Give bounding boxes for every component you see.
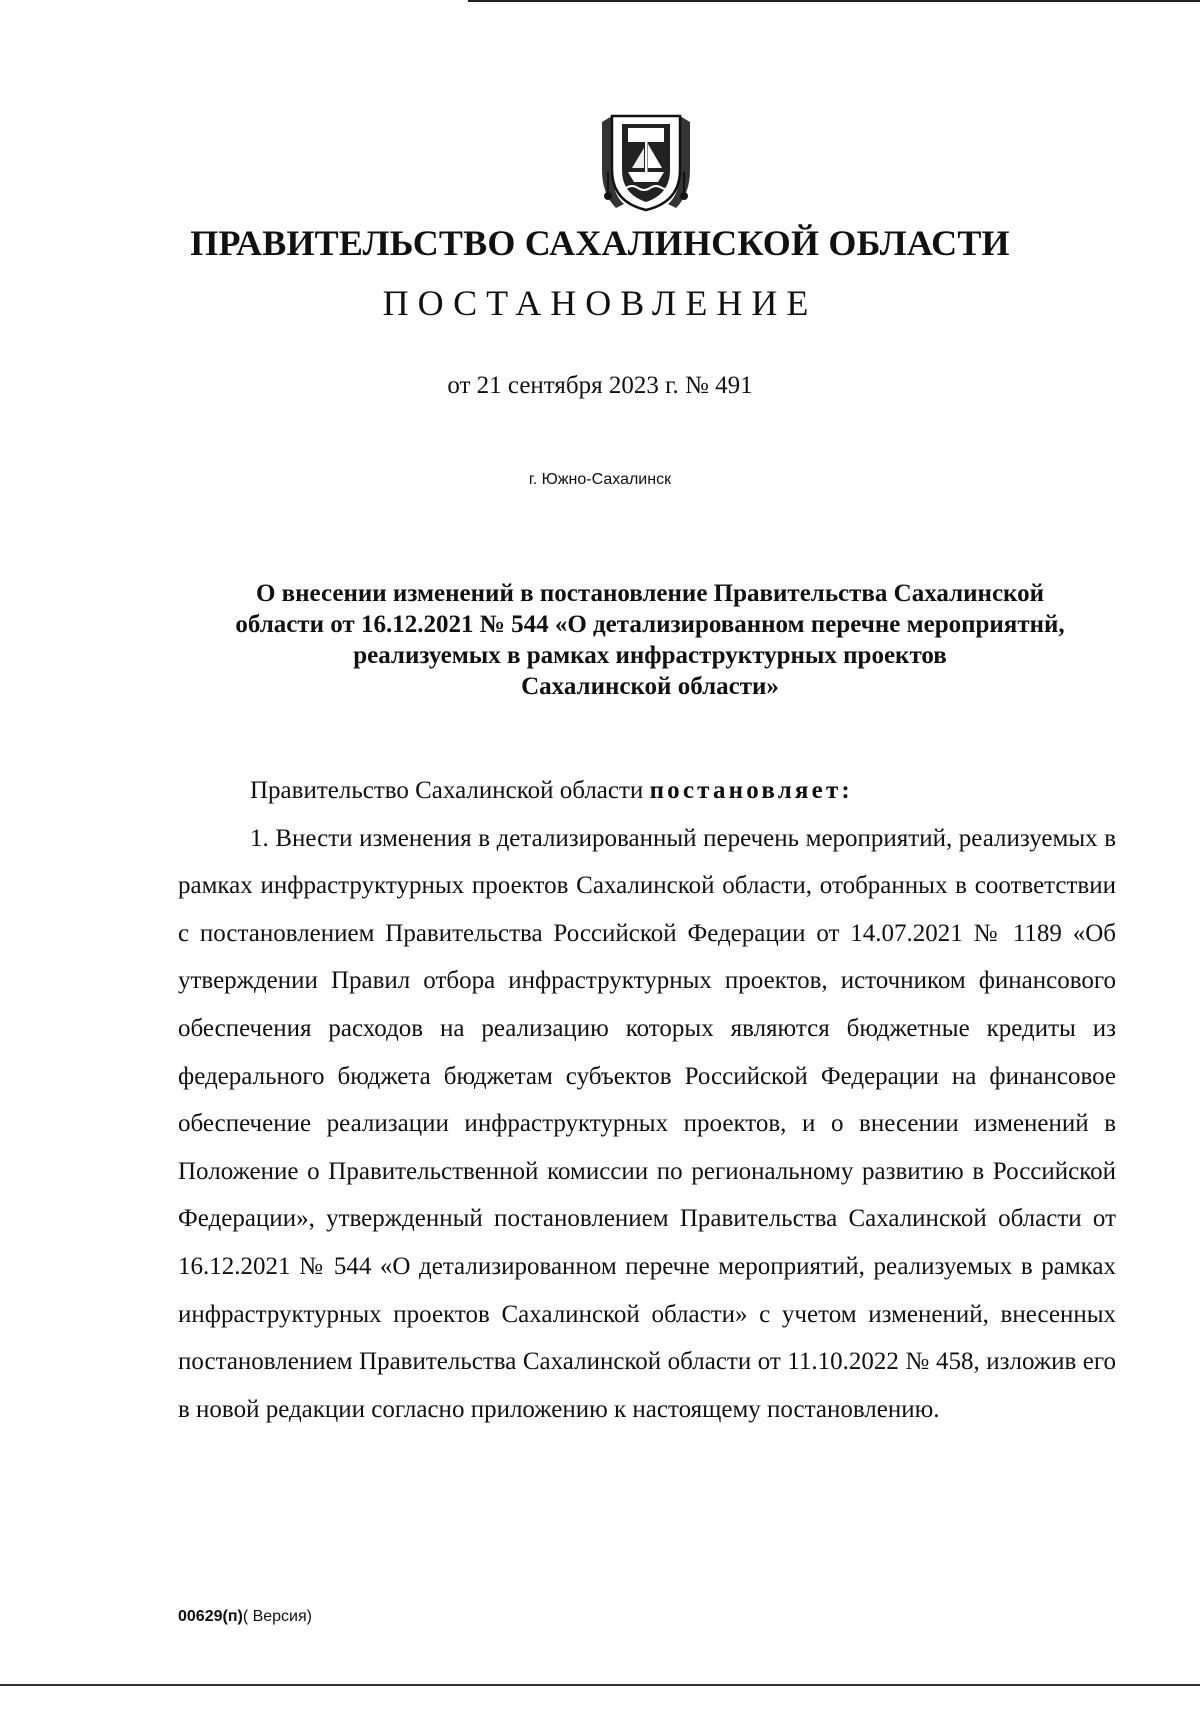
footer-code-version: ( Версия) xyxy=(242,1608,312,1625)
sakhalin-coat-of-arms-icon xyxy=(598,112,694,212)
preamble-verb: постановляет: xyxy=(649,777,853,804)
footer-code-number: 00629(п) xyxy=(178,1608,243,1625)
document-city: г. Южно-Сахалинск xyxy=(528,471,672,488)
subject-line: О внесении изменений в постановление Правительства Сахалинской xyxy=(255,580,1045,607)
scan-edge-bottom xyxy=(0,1684,1200,1686)
footer-document-code xyxy=(178,1608,312,1626)
document-subject xyxy=(170,578,1130,702)
paragraph-1: 1. Внести изменения в детализированный перечень мероприятий, реализуемых в рамках инфраструктурных проектов Сахалинской области, отобранных в соответствии с постановлением Правительства Российской Федерации от 14.07.2021 № 1189 «Об утверждении Правил отбора инфраструктурных проектов, источником финансового обеспечения расходов на реализацию которых являются бюджетные кредиты из федерального бюджета бюджетам субъектов Российской Федерации на финансовое обеспечение реализации инфраструктурных проектов, и о внесении изменений в Положение о Правительственной комиссии по региональному развитию в Российской Федерации», утвержденный постановлением Правительства Сахалинской области от 16.12.2021 № 544 «О детализированном перечне мероприятий, реализуемых в рамках инфраструктурных проектов Сахалинской области» с учетом изменений, внесенных постановлением Правительства Сахалинской области от 11.10.2022 № 458, изложив его в новой редакции согласно приложению к настоящему постановлению. xyxy=(178,824,1116,1423)
subject-line: Сахалинской области» xyxy=(521,673,779,700)
subject-line: реализуемых в рамках инфраструктурных проектов xyxy=(353,642,947,669)
document-body xyxy=(178,767,1116,1433)
organization-title: ПРАВИТЕЛЬСТВО САХАЛИНСКОЙ ОБЛАСТИ xyxy=(190,223,1010,263)
scan-edge-top xyxy=(468,0,1200,2)
preamble-text: Правительство Сахалинской области xyxy=(250,777,650,804)
subject-line: области от 16.12.2021 № 544 «О детализированном перечне мероприятнй, xyxy=(235,611,1065,638)
document-type-title: ПОСТАНОВЛЕНИЕ xyxy=(382,283,818,323)
document-date-number: от 21 сентября 2023 г. № 491 xyxy=(447,372,753,399)
preamble xyxy=(178,767,1116,815)
